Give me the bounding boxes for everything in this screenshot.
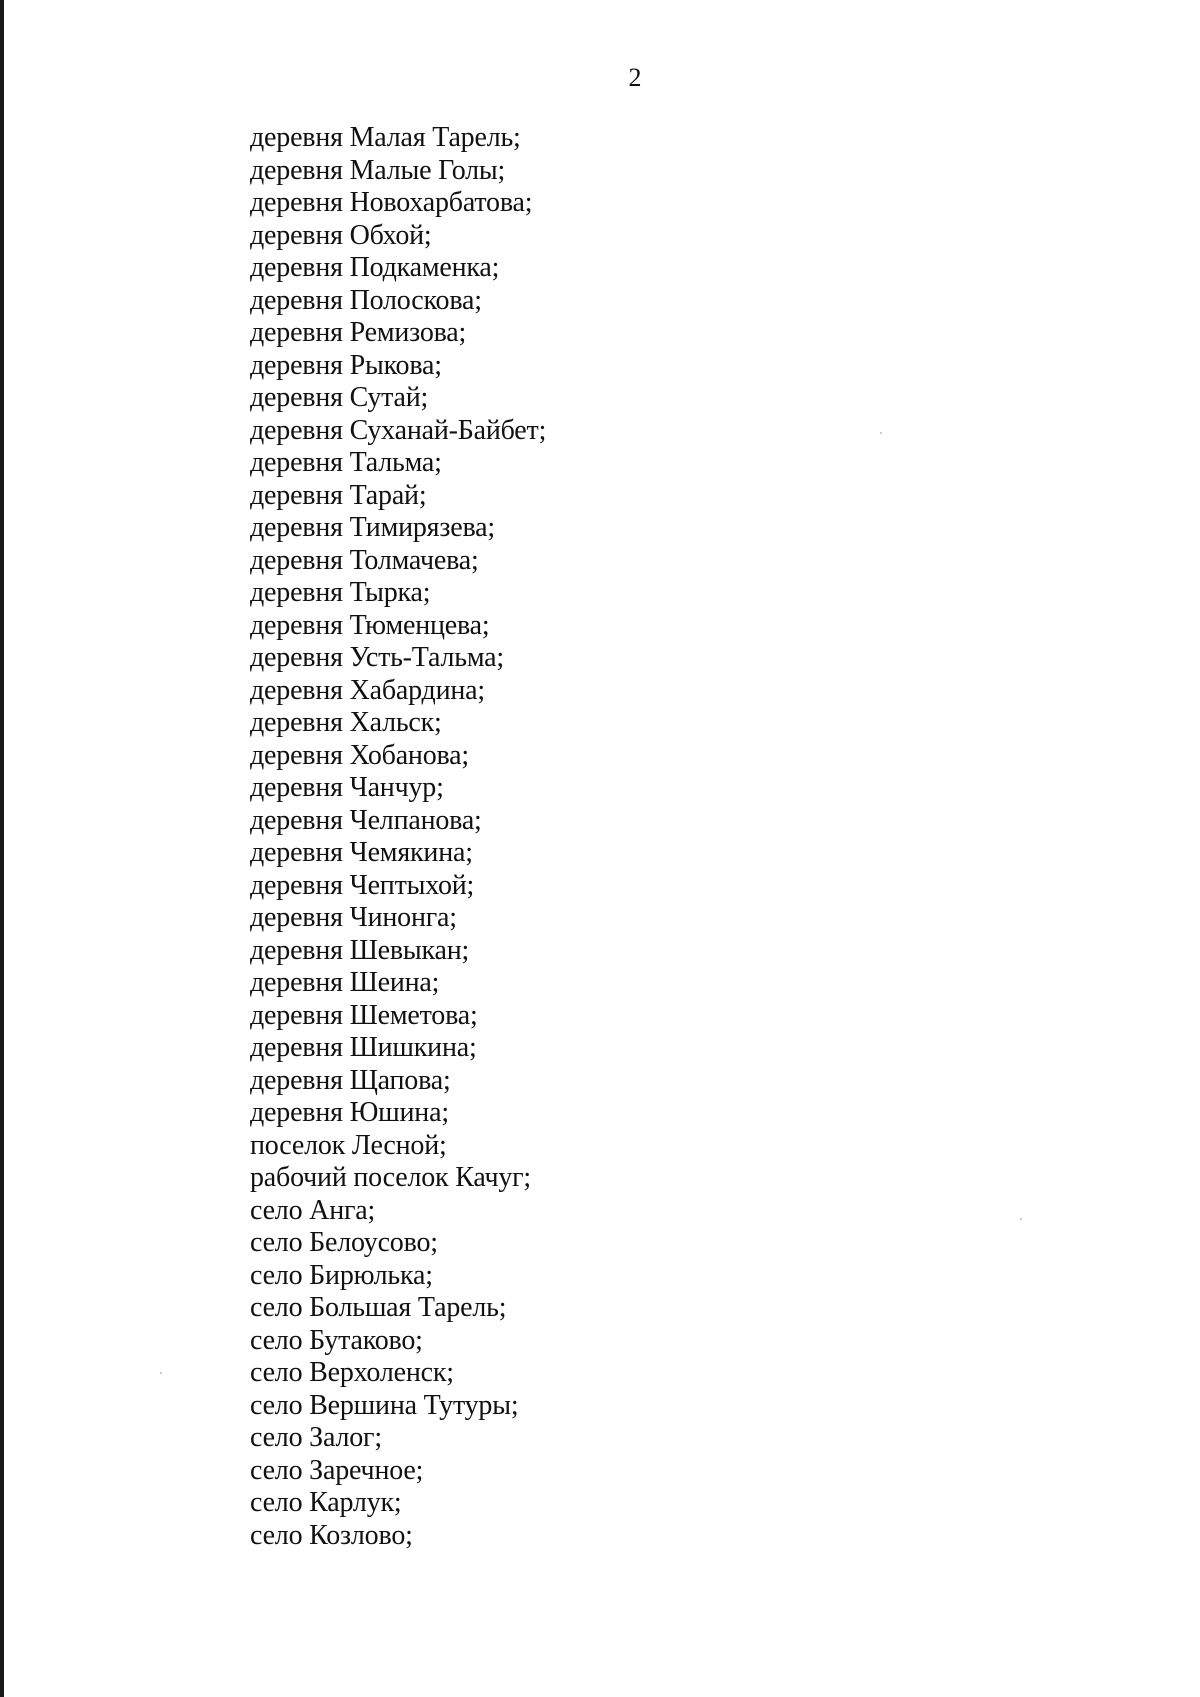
scan-speck — [160, 1372, 162, 1374]
scan-speck — [1020, 1218, 1022, 1220]
list-item: деревня Сутай; — [250, 382, 429, 413]
list-item: деревня Усть-Тальма; — [250, 642, 504, 673]
scan-left-edge — [0, 0, 4, 1697]
list-item: деревня Тарай; — [250, 479, 427, 511]
list-item: деревня Полоскова; — [250, 284, 482, 316]
page-number: 2 — [628, 63, 642, 92]
list-item: село Анга; — [250, 1194, 376, 1226]
list-item: деревня Шишкина; — [250, 1032, 477, 1063]
list-item: деревня Щапова; — [250, 1064, 451, 1096]
list-item: деревня Челпанова; — [250, 804, 482, 836]
list-item: село Карлук; — [250, 1487, 402, 1518]
list-item: деревня Тырка; — [250, 577, 431, 608]
list-item: деревня Толмачева; — [250, 544, 479, 576]
list-item: деревня Хальск; — [250, 707, 442, 738]
list-item: село Бутаково; — [250, 1324, 423, 1356]
list-item: деревня Тимирязева; — [250, 512, 495, 543]
scan-speck — [880, 432, 882, 434]
list-item: деревня Рыкова; — [250, 349, 442, 381]
list-item: деревня Подкаменка; — [250, 252, 500, 283]
list-item: село Большая Тарель; — [250, 1292, 507, 1323]
list-item: деревня Хабардина; — [250, 674, 485, 706]
list-item: село Белоусово; — [250, 1227, 438, 1258]
list-item: рабочий поселок Качуг; — [250, 1162, 532, 1193]
list-item: деревня Тальма; — [250, 447, 442, 478]
list-item: деревня Ремизова; — [250, 317, 467, 348]
list-item: деревня Тюменцева; — [250, 609, 490, 641]
list-item: село Бирюлька; — [250, 1259, 433, 1291]
settlement-list — [250, 122, 546, 1552]
list-item: поселок Лесной; — [250, 1129, 447, 1161]
list-item: деревня Чинонга; — [250, 902, 457, 933]
list-item: деревня Обхой; — [250, 219, 432, 251]
list-item: деревня Новохарбатова; — [250, 187, 533, 218]
list-item: деревня Малые Голы; — [250, 154, 506, 186]
list-item: деревня Чемякина; — [250, 837, 473, 868]
list-item: село Вершина Тутуры; — [250, 1389, 519, 1421]
list-item: деревня Шеина; — [250, 967, 440, 998]
list-item: деревня Хобанова; — [250, 739, 469, 771]
list-item: деревня Чанчур; — [250, 772, 444, 803]
list-item: деревня Шевыкан; — [250, 934, 470, 966]
list-item: деревня Шеметова; — [250, 999, 478, 1031]
list-item: деревня Чептыхой; — [250, 869, 475, 901]
list-item: село Верхоленск; — [250, 1357, 454, 1388]
list-item: деревня Юшина; — [250, 1097, 449, 1128]
list-item: село Залог; — [250, 1422, 382, 1453]
list-item: деревня Малая Тарель; — [250, 122, 521, 153]
list-item: деревня Суханай-Байбет; — [250, 414, 547, 446]
list-item: село Заречное; — [250, 1454, 424, 1486]
list-item: село Козлово; — [250, 1519, 413, 1551]
